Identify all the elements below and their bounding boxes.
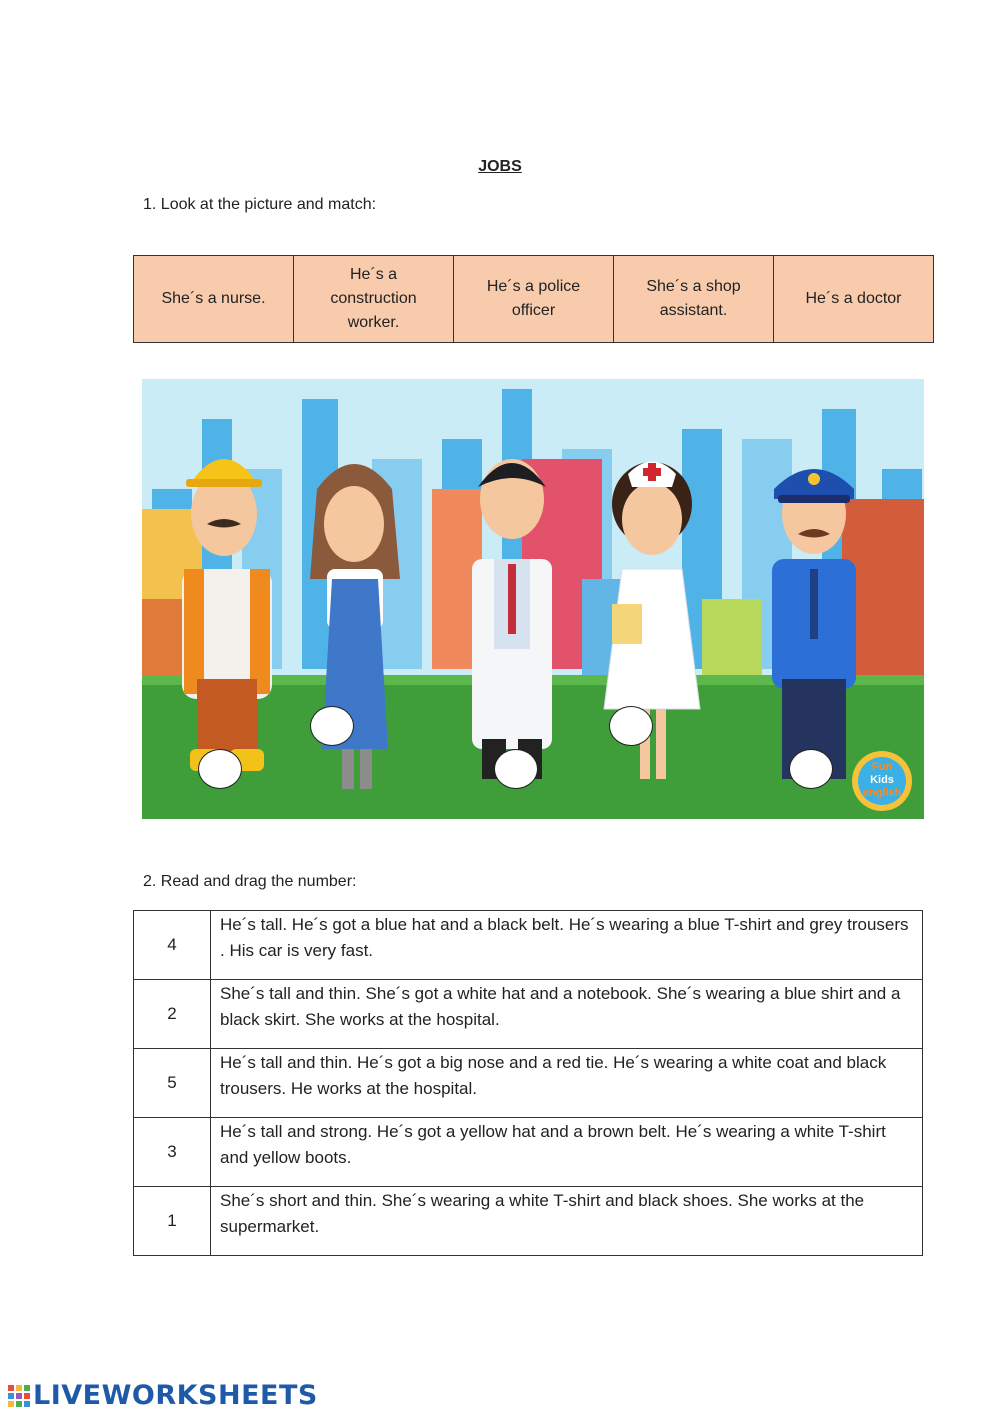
drop-target-doctor[interactable] [494,749,538,789]
drop-target-construction-worker[interactable] [198,749,242,789]
option-shop-assistant[interactable]: She´s a shop assistant. [614,256,774,343]
liveworksheets-icon [8,1385,30,1407]
drop-target-shop-assistant[interactable] [310,706,354,746]
row-description: She´s short and thin. She´s wearing a white T-shirt and black shoes. She works at the supermarket. [211,1187,923,1256]
row-description: She´s tall and thin. She´s got a white hat and a notebook. She´s wearing a blue shirt and a black skirt. She works at the hospital. [211,980,923,1049]
svg-text:Fun: Fun [871,761,893,773]
fun-kids-english-logo [852,751,912,811]
row-number[interactable]: 4 [134,911,211,980]
svg-text:english: english [862,787,902,799]
option-construction-worker[interactable]: He´s a construction worker. [294,256,454,343]
instruction-1: 1. Look at the picture and match: [143,196,377,213]
option-doctor[interactable]: He´s a doctor [774,256,934,343]
page-title: JOBS [478,158,522,175]
row-number[interactable]: 3 [134,1118,211,1187]
table-row [134,1118,923,1187]
row-number[interactable]: 5 [134,1049,211,1118]
row-number[interactable]: 2 [134,980,211,1049]
description-table [133,910,923,1256]
option-police-officer[interactable]: He´s a police officer [454,256,614,343]
option-nurse[interactable]: She´s a nurse. [134,256,294,343]
table-row [134,1049,923,1118]
row-description: He´s tall and strong. He´s got a yellow hat and a brown belt. He´s wearing a white T-shirt and yellow boots. [211,1118,923,1187]
row-description: He´s tall. He´s got a blue hat and a black belt. He´s wearing a blue T-shirt and grey trousers . His car is very fast. [211,911,923,980]
drop-target-police-officer[interactable] [789,749,833,789]
row-number[interactable]: 1 [134,1187,211,1256]
table-row [134,911,923,980]
options-table [133,255,934,343]
jobs-scene-illustration [142,379,924,819]
table-row [134,1187,923,1256]
drop-target-nurse[interactable] [609,706,653,746]
liveworksheets-logo [8,1380,318,1411]
table-row [134,980,923,1049]
brand-name: LIVEWORKSHEETS [33,1380,318,1411]
instruction-2: 2. Read and drag the number: [143,873,357,890]
row-description: He´s tall and thin. He´s got a big nose and a red tie. He´s wearing a white coat and black trousers. He works at the hospital. [211,1049,923,1118]
svg-text:Kids: Kids [870,774,894,786]
